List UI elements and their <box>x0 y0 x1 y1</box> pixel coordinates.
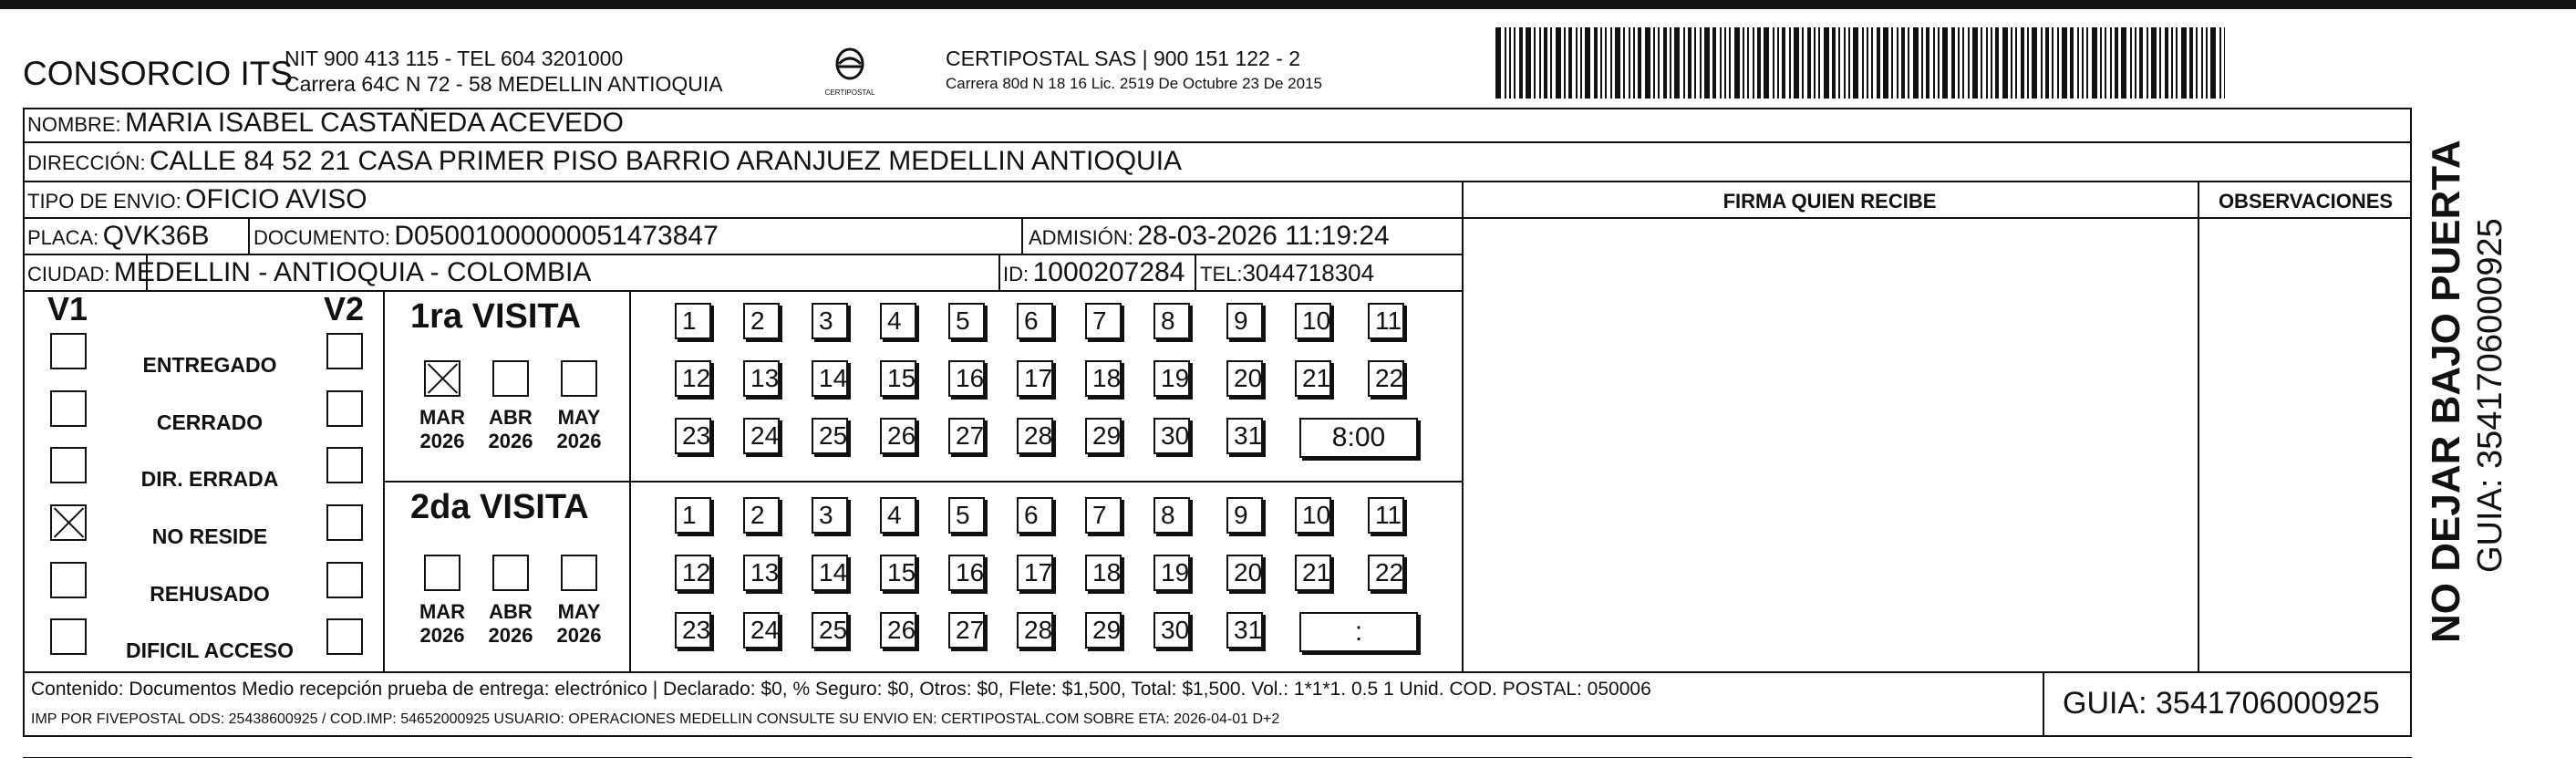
first-day-box[interactable]: 28 <box>1017 418 1053 454</box>
second-month-box[interactable] <box>492 555 529 591</box>
barcode-bar <box>1700 27 1702 99</box>
v2-title: V2 <box>324 290 365 327</box>
barcode-bar <box>2181 27 2187 99</box>
first-day-box[interactable]: 18 <box>1085 360 1122 397</box>
barcode-bar <box>1674 27 1680 99</box>
second-day-box[interactable]: 8 <box>1154 497 1190 534</box>
barcode-bar <box>2219 27 2221 99</box>
barcode-bar <box>1844 27 1846 99</box>
first-day-box[interactable]: 14 <box>812 360 848 397</box>
first-day-box[interactable]: 17 <box>1017 360 1053 397</box>
barcode-bar <box>1544 27 1547 99</box>
first-day-box[interactable]: 26 <box>880 418 916 454</box>
barcode-bar <box>2062 27 2067 99</box>
footer-guia: GUIA: 3541706000925 <box>2063 686 2380 721</box>
barcode-bar <box>1777 27 1779 99</box>
row-divider <box>23 141 2412 143</box>
barcode-bar <box>1853 27 1858 99</box>
second-day-box[interactable]: 4 <box>880 497 916 534</box>
first-time-box[interactable]: 8:00 <box>1299 418 1418 458</box>
barcode-bar <box>2151 27 2157 99</box>
barcode-bar <box>1514 27 1516 99</box>
second-year-label: 2026 <box>488 624 533 647</box>
second-year-label: 2026 <box>419 624 465 647</box>
barcode-bar <box>1688 27 1691 99</box>
first-visit-title: 1ra VISITA <box>410 297 582 336</box>
status-label: NO RESIDE <box>151 524 268 548</box>
barcode-bar <box>1550 27 1552 99</box>
second-day-box[interactable]: 18 <box>1085 555 1122 591</box>
company-name: CONSORCIO ITS <box>23 55 294 92</box>
barcode-bar <box>1629 27 1630 99</box>
barcode-bar <box>1991 27 1992 99</box>
barcode-bar <box>2105 27 2106 99</box>
v1-checkbox[interactable] <box>50 618 87 655</box>
second-day-box[interactable]: 21 <box>1295 555 1331 591</box>
barcode-bar <box>2110 27 2112 99</box>
barcode-bar <box>1747 27 1749 99</box>
barcode-bar <box>2135 27 2136 99</box>
barcode-bar <box>1615 27 1620 99</box>
footer-imp: IMP POR FIVEPOSTAL ODS: 25438600925 / COD.IMP: 54652000925 USUARIO: OPERACIONES MEDELLIN CONSULTE SU ENVIO EN: CERTIPOSTAL.COM SOBRE ETA: 2026-04-01 D+2 <box>31 711 1280 727</box>
barcode-bar <box>1653 27 1655 99</box>
v1-checkbox[interactable] <box>50 390 87 427</box>
first-month-box[interactable] <box>492 360 529 397</box>
first-day-box[interactable]: 6 <box>1017 303 1053 339</box>
barcode-bar <box>1658 27 1660 99</box>
tel-cell <box>1200 259 1374 287</box>
barcode-bar <box>2021 27 2024 99</box>
second-day-box[interactable]: 22 <box>1368 555 1404 591</box>
barcode-bar <box>1633 27 1635 99</box>
admision-cell <box>1029 221 1390 252</box>
first-day-box[interactable]: 7 <box>1085 303 1122 339</box>
first-day-box[interactable]: 5 <box>948 303 985 339</box>
barcode-bar <box>1848 27 1850 99</box>
ciudad-cell <box>27 257 591 288</box>
v2-checkbox[interactable] <box>326 390 363 427</box>
id-label: ID: <box>1003 263 1029 285</box>
row-divider <box>23 290 1464 292</box>
certipostal-logo <box>822 42 877 101</box>
barcode-bar <box>1814 27 1816 99</box>
tipo-envio-row <box>27 184 367 215</box>
barcode-bar <box>1926 27 1929 99</box>
tipo-envio-value: OFICIO AVISO <box>185 184 367 214</box>
first-year-label: 2026 <box>419 430 465 452</box>
v1-checkbox[interactable] <box>50 447 87 483</box>
barcode-bar <box>2015 27 2017 99</box>
barcode-bar <box>2045 27 2049 99</box>
barcode-bar <box>1832 27 1836 99</box>
barcode-bar <box>1773 27 1774 99</box>
second-day-box[interactable]: 10 <box>1295 497 1331 534</box>
second-day-box[interactable]: 25 <box>812 612 848 649</box>
barcode-bar <box>1638 27 1641 99</box>
first-day-box[interactable]: 3 <box>812 303 848 339</box>
second-time-box[interactable]: : <box>1299 612 1418 652</box>
certipostal-info <box>946 46 1322 97</box>
barcode-bar <box>1921 27 1923 99</box>
row-divider <box>23 181 2412 182</box>
barcode-bar <box>1683 27 1685 99</box>
bottom-edge-line <box>23 757 2412 758</box>
status-label: ENTREGADO <box>142 353 277 377</box>
second-day-box[interactable]: 20 <box>1226 555 1263 591</box>
firma-header: FIRMA QUIEN RECIBE <box>1723 190 1937 213</box>
tipo-envio-label: TIPO DE ENVIO: <box>27 190 181 213</box>
barcode-bar <box>2057 27 2059 99</box>
row-divider <box>23 217 2412 219</box>
barcode-bar <box>1568 27 1572 99</box>
barcode-bar <box>1519 27 1523 99</box>
first-day-box[interactable]: 9 <box>1226 303 1263 339</box>
barcode-bar <box>2027 27 2029 99</box>
barcode-bar <box>1818 27 1820 99</box>
first-year-label: 2026 <box>556 430 602 452</box>
barcode <box>1495 27 2225 99</box>
barcode-bar <box>1704 27 1710 99</box>
second-day-box[interactable]: 24 <box>743 612 780 649</box>
barcode-bar <box>1908 27 1909 99</box>
col-divider <box>1462 181 1464 671</box>
barcode-bar <box>1509 27 1511 99</box>
first-month-box[interactable] <box>424 360 460 397</box>
documento-cell <box>253 221 719 252</box>
barcode-bar <box>1753 27 1754 99</box>
barcode-bar <box>1505 27 1506 99</box>
first-day-box[interactable]: 20 <box>1226 360 1263 397</box>
barcode-bar <box>1600 27 1602 99</box>
nombre-row <box>27 108 624 139</box>
barcode-bar <box>2041 27 2043 99</box>
v1-checkbox[interactable] <box>50 562 87 598</box>
barcode-bar <box>2139 27 2143 99</box>
second-day-box[interactable]: 26 <box>880 612 916 649</box>
barcode-bar <box>1539 27 1541 99</box>
tel-label: TEL: <box>1200 263 1243 285</box>
second-day-box[interactable]: 27 <box>948 612 985 649</box>
direccion-value: CALLE 84 52 21 CASA PRIMER PISO BARRIO ARANJUEZ MEDELLIN ANTIOQUIA <box>150 146 1183 176</box>
barcode-bar <box>2011 27 2012 99</box>
barcode-bar <box>1526 27 1531 99</box>
second-day-box[interactable]: 31 <box>1226 612 1263 649</box>
first-day-box[interactable]: 12 <box>675 360 711 397</box>
barcode-bar <box>1724 27 1726 99</box>
first-day-box[interactable]: 29 <box>1085 418 1122 454</box>
direccion-label: DIRECCIÓN: <box>27 151 146 174</box>
admision-label: ADMISIÓN: <box>1029 226 1133 249</box>
svg-text:CERTIPOSTAL: CERTIPOSTAL <box>824 88 875 97</box>
company-contact <box>284 46 723 97</box>
barcode-bar <box>1891 27 1893 99</box>
barcode-bar <box>1972 27 1978 99</box>
first-day-box[interactable]: 10 <box>1295 303 1331 339</box>
barcode-bar <box>1942 27 1948 99</box>
barcode-bar <box>2070 27 2074 99</box>
second-day-box[interactable]: 15 <box>880 555 916 591</box>
first-day-box[interactable]: 11 <box>1368 303 1404 339</box>
barcode-bar <box>1981 27 1982 99</box>
visit-divider <box>383 481 1464 483</box>
barcode-bar <box>1610 27 1612 99</box>
second-day-box[interactable]: 17 <box>1017 555 1053 591</box>
first-month-label: ABR <box>489 406 533 429</box>
second-day-box[interactable]: 7 <box>1085 497 1122 534</box>
barcode-bar <box>2092 27 2097 99</box>
col-divider <box>998 254 1000 290</box>
certipostal-address: Carrera 80d N 18 16 Lic. 2519 De Octubre 23 De 2015 <box>946 75 1322 92</box>
first-day-box[interactable]: 31 <box>1226 418 1263 454</box>
first-day-box[interactable]: 16 <box>948 360 985 397</box>
second-day-box[interactable]: 29 <box>1085 612 1122 649</box>
second-day-box[interactable]: 14 <box>812 555 848 591</box>
nombre-value: MARIA ISABEL CASTAÑEDA ACEVEDO <box>125 108 624 138</box>
col-divider <box>248 217 250 254</box>
barcode-bar <box>1901 27 1905 99</box>
barcode-bar <box>2176 27 2178 99</box>
second-day-box[interactable]: 2 <box>743 497 780 534</box>
second-day-box[interactable]: 1 <box>675 497 711 534</box>
barcode-bar <box>1605 27 1607 99</box>
barcode-bar <box>1897 27 1898 99</box>
first-day-box[interactable]: 8 <box>1154 303 1190 339</box>
nombre-label: NOMBRE: <box>27 113 121 136</box>
documento-value: D05001000000051473847 <box>394 221 719 251</box>
barcode-bar <box>1495 27 1501 99</box>
barcode-bar <box>1764 27 1769 99</box>
v2-checkbox[interactable] <box>326 618 363 655</box>
side-guia: GUIA: 3541706000925 <box>2471 218 2509 573</box>
second-month-label: MAR <box>419 600 466 623</box>
col-divider <box>2043 671 2044 737</box>
barcode-bar <box>1556 27 1561 99</box>
row-divider <box>23 254 1464 255</box>
v1-title: V1 <box>47 290 88 327</box>
barcode-bar <box>2206 27 2208 99</box>
barcode-bar <box>2082 27 2084 99</box>
first-day-box[interactable]: 25 <box>812 418 848 454</box>
certipostal-line: CERTIPOSTAL SAS | 900 151 122 - 2 <box>946 47 1301 70</box>
barcode-bar <box>2210 27 2216 99</box>
barcode-bar <box>1594 27 1598 99</box>
barcode-bar <box>2159 27 2161 99</box>
first-day-box[interactable]: 2 <box>743 303 780 339</box>
first-day-box[interactable]: 21 <box>1295 360 1331 397</box>
footer-contenido: Contenido: Documentos Medio recepción prueba de entrega: electrónico | Declarado: $0, % Seguro: $0, Otros: $0, Flete: $1,500, Total: $1,500. Vol.: 1*1*1. 0.5 1 Unid. COD. POSTAL: 050006 <box>31 679 1651 700</box>
second-visit-title: 2da VISITA <box>410 488 589 526</box>
barcode-bar <box>2189 27 2193 99</box>
barcode-bar <box>1645 27 1650 99</box>
direccion-row <box>27 146 1182 177</box>
barcode-bar <box>1789 27 1791 99</box>
barcode-bar <box>1623 27 1625 99</box>
barcode-bar <box>1807 27 1811 99</box>
barcode-bar <box>2115 27 2118 99</box>
barcode-bar <box>1824 27 1829 99</box>
second-day-box[interactable]: 16 <box>948 555 985 591</box>
barcode-bar <box>1958 27 1960 99</box>
barcode-bar <box>1757 27 1761 99</box>
top-border-bar <box>0 0 2576 9</box>
placa-cell <box>27 221 209 252</box>
v1-checkbox[interactable] <box>50 333 87 369</box>
first-day-box[interactable]: 1 <box>675 303 711 339</box>
col-divider <box>629 290 631 671</box>
barcode-bar <box>2130 27 2132 99</box>
barcode-bar <box>1743 27 1744 99</box>
barcode-bar <box>1782 27 1785 99</box>
second-day-box[interactable]: 9 <box>1226 497 1263 534</box>
first-month-label: MAY <box>557 406 601 429</box>
barcode-bar <box>1712 27 1716 99</box>
second-day-box[interactable]: 23 <box>675 612 711 649</box>
barcode-bar <box>1995 27 1999 99</box>
second-day-box[interactable]: 5 <box>948 497 985 534</box>
second-day-box[interactable]: 3 <box>812 497 848 534</box>
barcode-bar <box>2002 27 2008 99</box>
first-day-box[interactable]: 13 <box>743 360 780 397</box>
placa-label: PLACA: <box>27 226 99 249</box>
second-month-label: ABR <box>489 600 533 623</box>
barcode-bar <box>1580 27 1582 99</box>
barcode-bar <box>2147 27 2148 99</box>
barcode-bar <box>2196 27 2198 99</box>
barcode-bar <box>1951 27 1955 99</box>
barcode-bar <box>1938 27 1940 99</box>
barcode-bar <box>1564 27 1566 99</box>
barcode-bar <box>1933 27 1935 99</box>
side-notice: NO DEJAR BAJO PUERTA <box>2424 140 2468 643</box>
v2-checkbox[interactable] <box>326 562 363 598</box>
id-cell <box>1003 257 1185 288</box>
status-label: DIR. ERRADA <box>140 467 279 491</box>
v2-checkbox[interactable] <box>326 504 363 541</box>
first-day-box[interactable]: 23 <box>675 418 711 454</box>
barcode-bar <box>2201 27 2203 99</box>
barcode-bar <box>2165 27 2168 99</box>
documento-label: DOCUMENTO: <box>253 226 390 249</box>
barcode-bar <box>2121 27 2126 99</box>
col-divider <box>2198 181 2199 671</box>
first-day-box[interactable]: 22 <box>1368 360 1404 397</box>
barcode-bar <box>1913 27 1919 99</box>
barcode-bar <box>1720 27 1722 99</box>
barcode-bar <box>1986 27 1988 99</box>
barcode-bar <box>1794 27 1799 99</box>
first-day-box[interactable]: 19 <box>1154 360 1190 397</box>
barcode-bar <box>2052 27 2054 99</box>
first-day-box[interactable]: 24 <box>743 418 780 454</box>
second-month-box[interactable] <box>424 555 460 591</box>
first-day-box[interactable]: 30 <box>1154 418 1190 454</box>
status-label: CERRADO <box>156 410 264 434</box>
col-divider <box>1021 217 1023 254</box>
barcode-bar <box>2171 27 2173 99</box>
tel-value: 3044718304 <box>1242 259 1375 286</box>
placa-value: QVK36B <box>102 221 210 251</box>
admision-value: 28-03-2026 11:19:24 <box>1137 221 1390 251</box>
second-day-box[interactable]: 19 <box>1154 555 1190 591</box>
barcode-bar <box>1968 27 1970 99</box>
first-month-box[interactable] <box>561 360 597 397</box>
barcode-bar <box>1802 27 1804 99</box>
first-month-label: MAR <box>419 406 466 429</box>
barcode-bar <box>1729 27 1731 99</box>
company-address: Carrera 64C N 72 - 58 MEDELLIN ANTIOQUIA <box>284 72 723 96</box>
barcode-bar <box>1734 27 1740 99</box>
footer-divider <box>23 671 2412 673</box>
barcode-bar <box>1694 27 1696 99</box>
barcode-bar <box>1862 27 1864 99</box>
first-day-box[interactable]: 27 <box>948 418 985 454</box>
barcode-bar <box>1576 27 1578 99</box>
observaciones-header: OBSERVACIONES <box>2218 190 2394 213</box>
second-day-box[interactable]: 30 <box>1154 612 1190 649</box>
second-day-box[interactable]: 28 <box>1017 612 1053 649</box>
nit-line: NIT 900 413 115 - TEL 604 3201000 <box>284 47 624 70</box>
barcode-bar <box>2086 27 2088 99</box>
first-day-box[interactable]: 4 <box>880 303 916 339</box>
second-day-box[interactable]: 6 <box>1017 497 1053 534</box>
barcode-bar <box>1871 27 1873 99</box>
v1-checkbox[interactable] <box>50 504 87 541</box>
ciudad-label: CIUDAD: <box>27 263 110 285</box>
barcode-bar <box>1877 27 1880 99</box>
barcode-bar <box>2100 27 2102 99</box>
barcode-bar <box>1867 27 1868 99</box>
second-day-box[interactable]: 13 <box>743 555 780 591</box>
first-day-box[interactable]: 15 <box>880 360 916 397</box>
status-label: REHUSADO <box>150 582 270 606</box>
barcode-bar <box>1670 27 1671 99</box>
second-month-label: MAY <box>557 600 601 623</box>
second-day-box[interactable]: 11 <box>1368 497 1404 534</box>
barcode-bar <box>1838 27 1840 99</box>
second-month-box[interactable] <box>561 555 597 591</box>
barcode-bar <box>1962 27 1964 99</box>
status-label: DIFICIL ACCESO <box>125 638 294 662</box>
barcode-bar <box>1534 27 1536 99</box>
col-divider <box>383 290 385 671</box>
barcode-bar <box>2077 27 2079 99</box>
col-divider <box>1195 254 1196 290</box>
barcode-bar <box>2224 27 2225 99</box>
first-year-label: 2026 <box>488 430 533 452</box>
second-day-box[interactable]: 12 <box>675 555 711 591</box>
second-year-label: 2026 <box>556 624 602 647</box>
barcode-bar <box>1883 27 1888 99</box>
id-value: 1000207284 <box>1032 257 1185 287</box>
v2-checkbox[interactable] <box>326 333 363 369</box>
barcode-bar <box>1585 27 1590 99</box>
ciudad-value: MEDELLIN - ANTIOQUIA - COLOMBIA <box>113 257 592 287</box>
barcode-bar <box>2032 27 2037 99</box>
v2-checkbox[interactable] <box>326 447 363 483</box>
barcode-bar <box>1663 27 1667 99</box>
